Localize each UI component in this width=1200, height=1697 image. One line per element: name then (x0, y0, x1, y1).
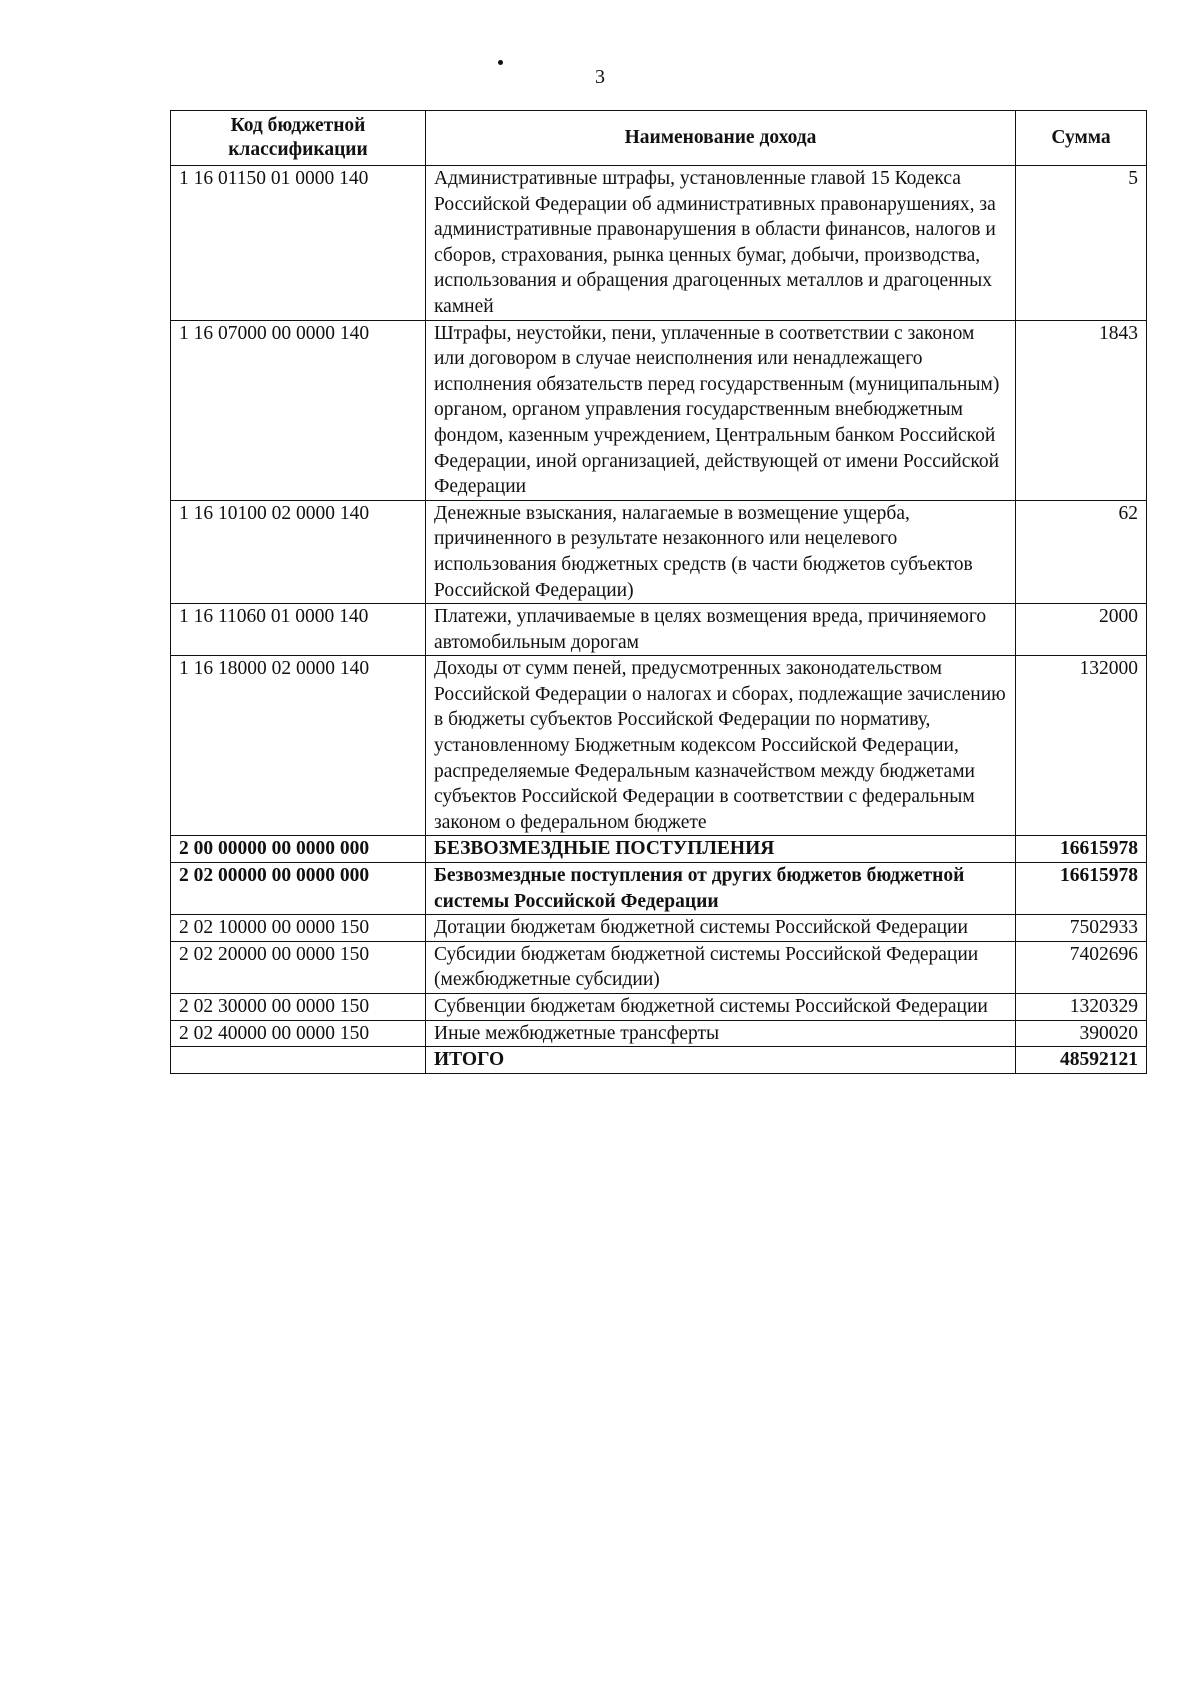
table-row (171, 915, 1147, 942)
cell-sum: 48592121 (1016, 1047, 1147, 1074)
cell-name: БЕЗВОЗМЕЗДНЫЕ ПОСТУПЛЕНИЯ (426, 836, 1016, 863)
cell-name: Доходы от сумм пеней, предусмотренных законодательством Российской Федерации о налогах и сборах, подлежащие зачислению в бюджеты субъектов Российской Федерации по нормативу, установленному Бюджетным кодексом Российской Федерации, распределяемые Федеральным казначейством между бюджетами субъектов Российской Федерации в соответствии с федеральным законом о федеральном бюджете (426, 656, 1016, 836)
cell-sum: 7502933 (1016, 915, 1147, 942)
cell-code: 2 02 30000 00 0000 150 (171, 994, 426, 1021)
table-row (171, 836, 1147, 863)
cell-code: 2 02 20000 00 0000 150 (171, 941, 426, 993)
cell-code: 1 16 11060 01 0000 140 (171, 604, 426, 656)
table-row (171, 166, 1147, 321)
cell-sum: 132000 (1016, 656, 1147, 836)
cell-sum: 390020 (1016, 1020, 1147, 1047)
cell-sum: 7402696 (1016, 941, 1147, 993)
cell-sum: 1320329 (1016, 994, 1147, 1021)
table-row (171, 656, 1147, 836)
cell-code: 2 02 10000 00 0000 150 (171, 915, 426, 942)
cell-name: Дотации бюджетам бюджетной системы Российской Федерации (426, 915, 1016, 942)
table-row (171, 1020, 1147, 1047)
cell-name: Денежные взыскания, налагаемые в возмещение ущерба, причиненного в результате незаконного или нецелевого использования бюджетных средств (в части бюджетов субъектов Российской Федерации) (426, 500, 1016, 603)
table-row (171, 320, 1147, 500)
cell-name: Административные штрафы, установленные главой 15 Кодекса Российской Федерации об административных правонарушениях, за административные правонарушения в области финансов, налогов и сборов, страхования, рынка ценных бумаг, добычи, производства, использования и обращения драгоценных металлов и драгоценных камней (426, 166, 1016, 321)
header-sum: Сумма (1016, 111, 1147, 166)
cell-code: 1 16 10100 02 0000 140 (171, 500, 426, 603)
cell-name: Субсидии бюджетам бюджетной системы Российской Федерации (межбюджетные субсидии) (426, 941, 1016, 993)
scan-dot-mark (498, 60, 503, 65)
cell-sum: 5 (1016, 166, 1147, 321)
cell-code: 1 16 07000 00 0000 140 (171, 320, 426, 500)
cell-sum: 1843 (1016, 320, 1147, 500)
cell-code: 2 02 40000 00 0000 150 (171, 1020, 426, 1047)
cell-name: Субвенции бюджетам бюджетной системы Российской Федерации (426, 994, 1016, 1021)
table-row (171, 500, 1147, 603)
cell-code: 2 02 00000 00 0000 000 (171, 863, 426, 915)
cell-code: 2 00 00000 00 0000 000 (171, 836, 426, 863)
cell-sum: 2000 (1016, 604, 1147, 656)
cell-code: 1 16 18000 02 0000 140 (171, 656, 426, 836)
cell-code: 1 16 01150 01 0000 140 (171, 166, 426, 321)
table-row (171, 1047, 1147, 1074)
income-table (170, 110, 1147, 1074)
cell-sum: 16615978 (1016, 863, 1147, 915)
table-header-row (171, 111, 1147, 166)
cell-name: Иные межбюджетные трансферты (426, 1020, 1016, 1047)
header-name: Наименование дохода (426, 111, 1016, 166)
page-number: 3 (595, 66, 605, 88)
table-row (171, 941, 1147, 993)
cell-name: Штрафы, неустойки, пени, уплаченные в соответствии с законом или договором в случае неисполнения или ненадлежащего исполнения обязательств перед государственным (муниципальным) органом, органом управления государственным внебюджетным фондом, казенным учреждением, Центральным банком Российской Федерации, иной организацией, действующей от имени Российской Федерации (426, 320, 1016, 500)
cell-code (171, 1047, 426, 1074)
cell-name: Безвозмездные поступления от других бюджетов бюджетной системы Российской Федерации (426, 863, 1016, 915)
cell-name: Платежи, уплачиваемые в целях возмещения вреда, причиняемого автомобильным дорогам (426, 604, 1016, 656)
table-row (171, 994, 1147, 1021)
table-row (171, 604, 1147, 656)
cell-sum: 62 (1016, 500, 1147, 603)
header-code: Код бюджетной классификации (171, 111, 426, 166)
cell-sum: 16615978 (1016, 836, 1147, 863)
cell-name: ИТОГО (426, 1047, 1016, 1074)
table-row (171, 863, 1147, 915)
